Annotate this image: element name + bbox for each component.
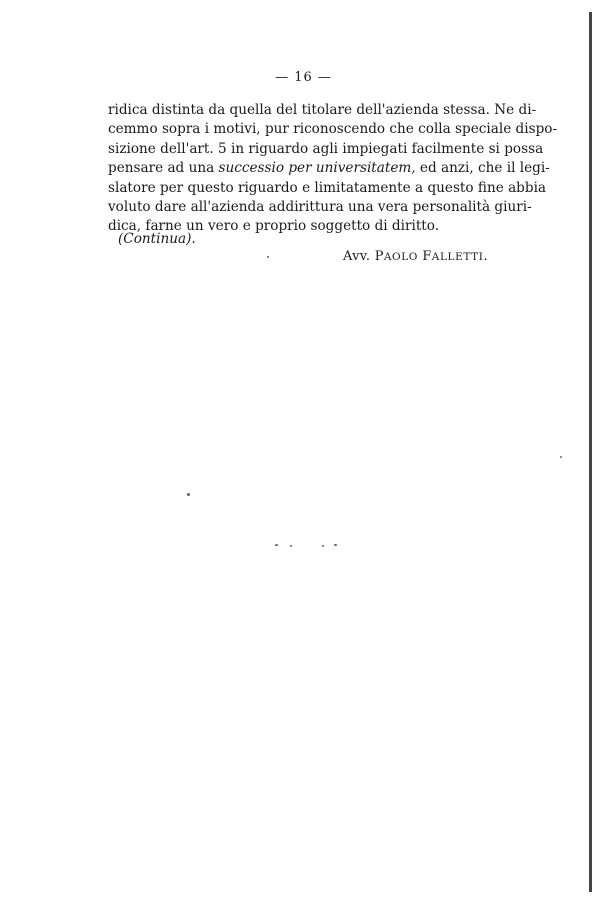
signature-mid: F: [418, 249, 432, 264]
text-line-6: voluto dare all'azienda addirittura una vera personalità giuri-: [108, 199, 532, 216]
signature-first-name: AOLO: [383, 251, 418, 263]
print-speck: [187, 493, 190, 496]
text-line-3: sizione dell'art. 5 in riguardo agli impiegati facilmente si possa: [108, 140, 544, 157]
text-line-2: cemmo sopra i motivi, pur riconoscendo che colla speciale dispo-: [108, 121, 558, 138]
signature-end: .: [483, 249, 488, 264]
signature-prefix: Avv. P: [343, 249, 384, 264]
body-paragraph: [108, 101, 558, 237]
text-line-4-end: ed anzi, che il legi-: [415, 160, 550, 177]
page-edge-line: [589, 12, 592, 892]
print-speck: [560, 456, 562, 458]
print-speck: [334, 544, 337, 546]
latin-phrase: successio per universitatem,: [218, 160, 416, 177]
continua-note: (Continua).: [118, 231, 196, 247]
text-line-7: dica, farne un vero e proprio soggetto di diritto.: [108, 218, 440, 235]
text-line-1: ridica distinta da quella del titolare dell'azienda stessa. Ne di-: [108, 102, 537, 118]
author-signature: [343, 249, 488, 264]
print-speck: [275, 544, 278, 546]
print-speck: [322, 545, 324, 547]
text-line-5: slatore per questo riguardo e limitatamente a questo fine abbia: [108, 179, 547, 196]
text-line-4: [108, 159, 550, 178]
signature-last-name: ALLETTI: [431, 251, 484, 263]
page-number: — 16 —: [275, 70, 332, 85]
text-line-4-start: pensare ad una: [108, 160, 219, 177]
print-speck: [267, 256, 269, 258]
print-speck: [290, 545, 292, 547]
